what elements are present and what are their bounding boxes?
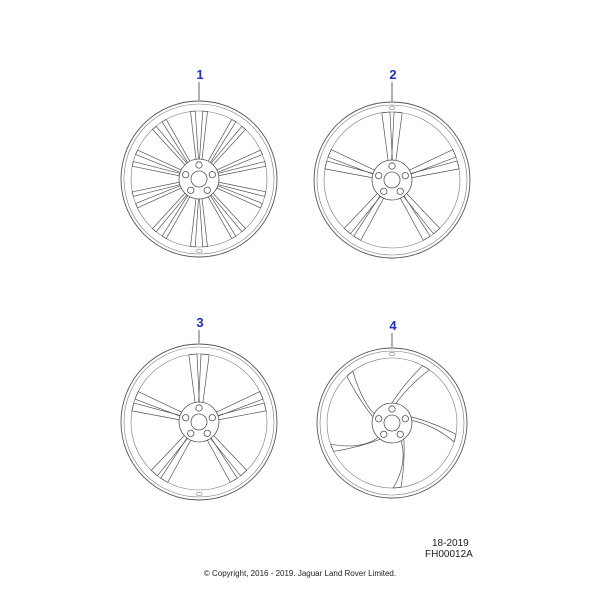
lug-nut: [389, 163, 395, 169]
wheel-spoke: [215, 162, 266, 177]
wheel-spoke: [214, 150, 262, 173]
wheel-spoke: [407, 150, 456, 176]
valve-stem: [196, 492, 202, 496]
wheel-spoke: [152, 126, 188, 167]
wheel-spoke: [132, 403, 183, 420]
lug-nut: [188, 187, 194, 193]
wheel-spoke: [347, 371, 377, 420]
wheel-spoke: [135, 392, 184, 418]
wheel-1-drawing: [121, 82, 277, 257]
lug-nut: [375, 415, 381, 421]
wheel-3-drawing: [121, 330, 277, 500]
copyright-notice: © Copyright, 2016 - 2019. Jaguar Land Rover Limited.: [203, 569, 397, 578]
center-cap: [384, 172, 400, 188]
wheel-spoke: [136, 185, 184, 208]
lug-nut: [204, 187, 210, 193]
wheel-spoke: [214, 392, 263, 418]
wheel-spoke: [215, 403, 266, 420]
wheel-spoke: [402, 191, 440, 233]
lug-nut: [402, 172, 408, 178]
wheel-spoke: [207, 193, 236, 239]
wheel-spoke: [209, 433, 247, 475]
wheel-spoke: [209, 191, 245, 232]
center-cap: [384, 415, 400, 431]
wheel-spoke: [161, 435, 192, 482]
wheel-spoke: [407, 416, 456, 442]
wheel-spoke: [151, 433, 189, 475]
lug-nut: [209, 171, 215, 177]
wheel-spoke: [136, 150, 184, 173]
center-cap: [191, 414, 207, 430]
valve-stem: [389, 106, 395, 110]
wheel-spoke: [191, 111, 199, 162]
wheel-spoke: [152, 191, 188, 232]
lug-nut: [196, 162, 202, 168]
wheel-spoke: [189, 354, 200, 405]
wheel-spoke: [390, 366, 429, 406]
lug-nut: [209, 414, 215, 420]
lug-nut: [182, 414, 188, 420]
wheel-spoke: [162, 193, 191, 239]
wheel-spoke: [198, 354, 209, 405]
lug-nut: [196, 405, 202, 411]
drawing-date: 18-2019: [432, 538, 469, 549]
lug-nut: [204, 430, 210, 436]
lug-nut: [188, 430, 194, 436]
callout-3[interactable]: 3: [196, 315, 204, 330]
wheel-spoke: [209, 126, 245, 167]
wheel-spoke: [132, 182, 183, 197]
lug-nut: [375, 172, 381, 178]
wheel-spoke: [207, 119, 236, 165]
lug-nut: [182, 171, 188, 177]
wheel-spoke: [162, 119, 191, 165]
center-cap: [191, 171, 207, 187]
wheel-spoke: [214, 185, 262, 208]
wheel-2-drawing: [314, 82, 470, 258]
wheel-spoke: [328, 150, 377, 176]
wheel-spoke: [344, 191, 382, 233]
wheel-spoke: [215, 182, 266, 197]
wheel-spoke: [393, 435, 404, 488]
callout-1[interactable]: 1: [196, 67, 204, 82]
wheel-spoke: [391, 112, 402, 163]
wheel-spoke: [199, 196, 207, 247]
callout-4[interactable]: 4: [389, 318, 397, 333]
wheel-spoke: [354, 193, 385, 240]
lug-nut: [397, 431, 403, 437]
wheel-spoke: [399, 193, 430, 240]
wheel-spoke: [382, 112, 393, 163]
lug-nut: [381, 431, 387, 437]
callout-2[interactable]: 2: [389, 67, 397, 82]
wheel-spoke: [325, 161, 376, 178]
wheel-spoke: [206, 435, 237, 482]
wheel-spoke: [408, 161, 459, 178]
valve-stem: [196, 249, 202, 253]
wheel-spoke: [331, 435, 384, 451]
wheel-4-drawing: [317, 333, 467, 498]
wheel-spoke: [191, 196, 199, 247]
valve-stem: [389, 352, 395, 356]
lug-nut: [402, 415, 408, 421]
wheel-spoke: [132, 162, 183, 177]
drawing-code: FH00012A: [425, 549, 473, 560]
lug-nut: [397, 188, 403, 194]
wheel-spoke: [199, 111, 207, 162]
lug-nut: [389, 406, 395, 412]
lug-nut: [381, 188, 387, 194]
